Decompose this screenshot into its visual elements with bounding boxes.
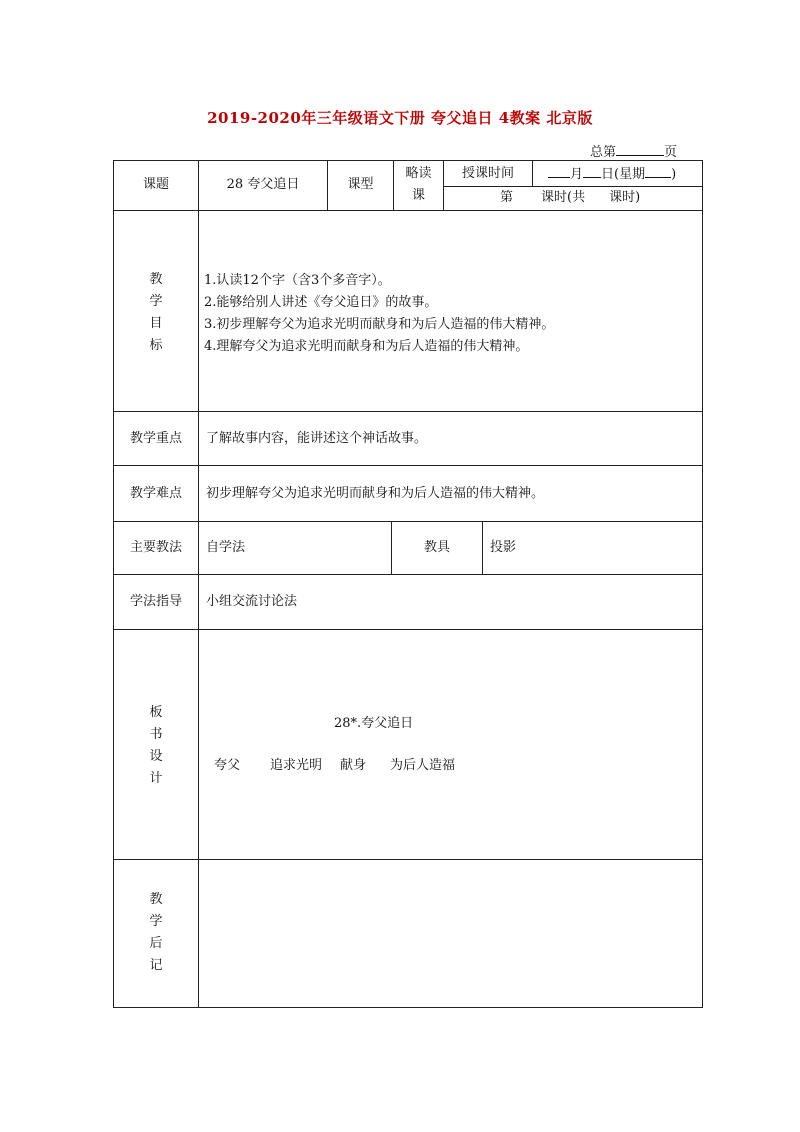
time-split-line (443, 186, 703, 187)
table-border-right (702, 160, 703, 1008)
methods-label: 主要教法 (129, 540, 182, 555)
row-divider (113, 574, 703, 575)
objectives-list (204, 270, 554, 358)
month-blank (548, 164, 570, 178)
tools-label: 教具 (423, 540, 450, 555)
label-char: 学 (149, 294, 163, 309)
col-divider (532, 160, 533, 186)
period-close: 课时) (609, 190, 641, 205)
period-keshi: 课时(共 (541, 190, 586, 205)
board-term: 献身 (340, 758, 367, 773)
key-points-value: 了解故事内容，能讲述这个神话故事。 (206, 431, 428, 446)
label-char: 书 (149, 727, 163, 742)
methods-value: 自学法 (206, 540, 246, 555)
weekday-blank (645, 164, 671, 178)
period-di: 第 (500, 190, 514, 205)
label-char: 板 (149, 705, 163, 720)
time-label: 授课时间 (461, 166, 514, 181)
date-day: 日(星期 (601, 167, 646, 182)
board-term: 夸父 (214, 758, 241, 773)
page-counter-suffix: 页 (664, 145, 678, 160)
label-char: 目 (149, 316, 163, 331)
row-divider (113, 210, 703, 211)
label-column-divider (198, 160, 199, 1008)
label-char: 学 (149, 914, 163, 929)
board-term: 为后人造福 (390, 758, 456, 773)
row-divider (113, 465, 703, 466)
topic-label: 课题 (142, 177, 169, 192)
board-design-label (114, 702, 198, 790)
study-guide-value: 小组交流讨论法 (206, 594, 298, 609)
date-close: ) (671, 167, 677, 182)
topic-value: 28 夸父追日 (226, 177, 300, 192)
label-char: 设 (149, 749, 163, 764)
type-value-line1: 略读 (405, 166, 432, 181)
label-char: 标 (149, 338, 163, 353)
table-border-bottom (113, 1007, 703, 1008)
row-divider (113, 411, 703, 412)
label-char: 教 (149, 272, 163, 287)
period-field (500, 188, 640, 208)
difficulties-value: 初步理解夸父为追求光明而献身和为后人造福的伟大精神。 (206, 486, 545, 501)
objectives-label (114, 269, 198, 357)
key-points-label: 教学重点 (129, 431, 182, 446)
board-heading: 28*.夸父追日 (334, 716, 414, 731)
col-divider (482, 521, 483, 574)
type-value-line2: 课 (411, 188, 425, 203)
row-divider (113, 521, 703, 522)
row-divider (113, 859, 703, 860)
difficulties-label: 教学难点 (129, 486, 182, 501)
date-month: 月 (570, 167, 584, 182)
objective-item: 3.初步理解夸父为追求光明而献身和为后人造福的伟大精神。 (204, 317, 555, 332)
reflection-label (114, 889, 198, 977)
type-label: 课型 (347, 177, 374, 192)
row-divider (113, 629, 703, 630)
objective-item: 1.认读12个字（含3个多音字）。 (204, 273, 391, 288)
label-char: 计 (149, 771, 163, 786)
objective-item: 2.能够给别人讲述《夸父追日》的故事。 (204, 295, 438, 310)
study-guide-label: 学法指导 (129, 594, 182, 609)
label-char: 后 (149, 936, 163, 951)
objective-item: 4.理解夸父为追求光明而献身和为后人造福的伟大精神。 (204, 339, 529, 354)
date-field (548, 164, 676, 185)
table-border-top (113, 160, 703, 161)
page-counter-prefix: 总第 (590, 145, 617, 160)
document-title: 2019-2020年三年级语文下册 夸父追日 4教案 北京版 (207, 109, 593, 127)
tools-value: 投影 (490, 540, 517, 555)
label-char: 教 (149, 892, 163, 907)
day-blank (583, 164, 601, 178)
board-term: 追求光明 (270, 758, 323, 773)
label-char: 记 (149, 958, 163, 973)
